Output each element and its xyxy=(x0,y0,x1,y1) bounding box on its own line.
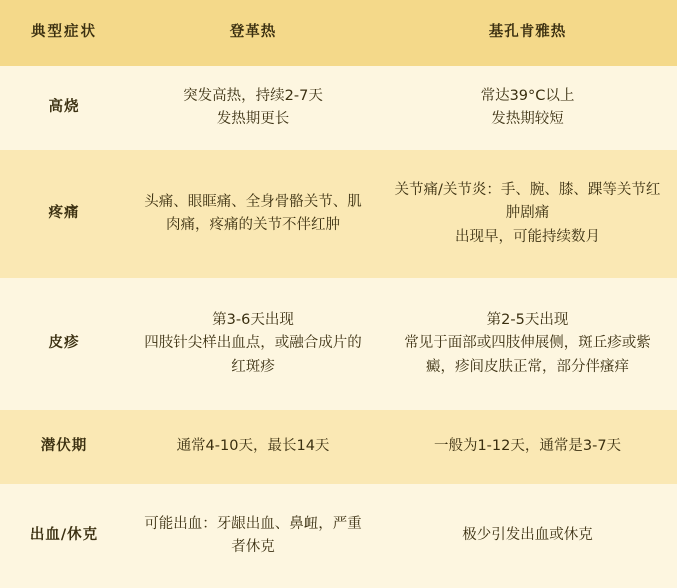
cell-text: 通常4-10天，最长14天 xyxy=(176,438,330,455)
cell-chikungunya-pain xyxy=(378,150,677,278)
row-label-fever: 高烧 xyxy=(0,66,128,150)
table-row xyxy=(0,150,677,278)
cell-text: 头痛、眼眶痛、全身骨骼关节、肌肉痛，疼痛的关节不伴红肿 xyxy=(144,193,362,233)
cell-chikungunya-incubation xyxy=(378,410,677,484)
cell-text: 常达39°C以上 发热期较短 xyxy=(480,87,575,127)
cell-text: 第3-6天出现 四肢针尖样出血点，或融合成片的红斑疹 xyxy=(144,311,362,375)
cell-dengue-rash xyxy=(128,278,378,410)
cell-text: 极少引发出血或休克 xyxy=(462,527,593,544)
cell-text: 关节痛/关节炎：手、腕、膝、踝等关节红肿剧痛 出现早，可能持续数月 xyxy=(394,181,661,245)
table-row xyxy=(0,278,677,410)
row-label-bleeding-shock: 出血/休克 xyxy=(0,484,128,588)
column-header-dengue: 登革热 xyxy=(128,0,378,66)
column-header-chikungunya: 基孔肯雅热 xyxy=(378,0,677,66)
cell-text: 突发高热，持续2-7天 发热期更长 xyxy=(183,87,323,127)
cell-dengue-fever xyxy=(128,66,378,150)
cell-text: 第2-5天出现 常见于面部或四肢伸展侧，斑丘疹或紫癜，疹间皮肤正常，部分伴瘙痒 xyxy=(404,311,651,375)
cell-chikungunya-rash xyxy=(378,278,677,410)
table-header-row xyxy=(0,0,677,66)
table-row xyxy=(0,410,677,484)
cell-chikungunya-fever xyxy=(378,66,677,150)
column-header-symptom: 典型症状 xyxy=(0,0,128,66)
row-label-pain: 疼痛 xyxy=(0,150,128,278)
row-label-rash: 皮疹 xyxy=(0,278,128,410)
cell-text: 可能出血：牙龈出血、鼻衄，严重者休克 xyxy=(144,515,362,555)
row-label-incubation: 潜伏期 xyxy=(0,410,128,484)
cell-text: 一般为1-12天，通常是3-7天 xyxy=(433,438,622,455)
table-row xyxy=(0,66,677,150)
cell-dengue-incubation xyxy=(128,410,378,484)
cell-dengue-pain xyxy=(128,150,378,278)
table-row xyxy=(0,484,677,588)
cell-chikungunya-bleeding xyxy=(378,484,677,588)
cell-dengue-bleeding xyxy=(128,484,378,588)
